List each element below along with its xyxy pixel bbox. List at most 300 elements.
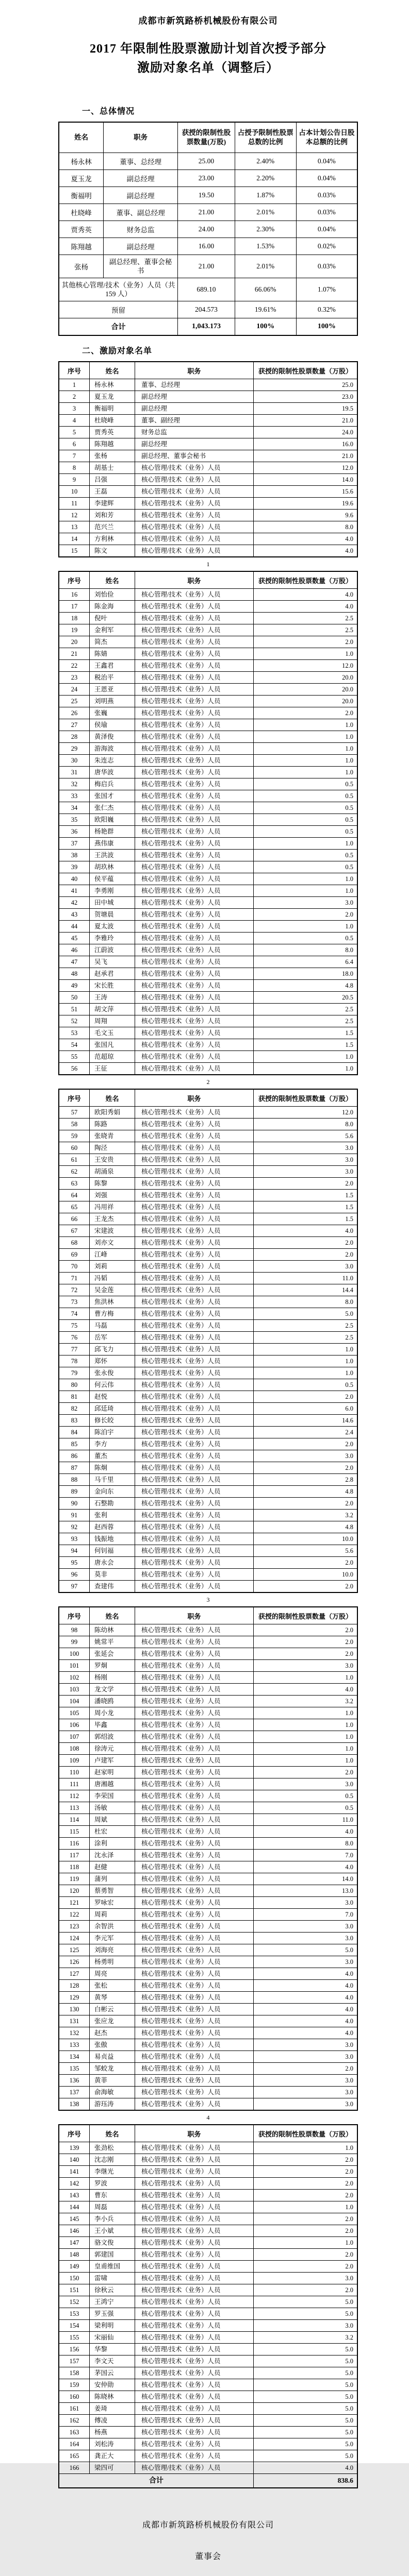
person-name: 杜晓峰: [90, 415, 135, 427]
person-name: 吴飞: [90, 956, 135, 968]
person-name: 陈晓林: [90, 2391, 135, 2403]
shares-qty: 21.0: [253, 415, 357, 427]
table-row: [59, 1486, 357, 1498]
person-title: 核心管理/技术（业务）人员: [135, 2027, 253, 2039]
table-row: [59, 2391, 357, 2403]
row-index: 29: [59, 743, 90, 755]
row-index: 53: [59, 1027, 90, 1039]
shares-qty: 1.0: [253, 743, 357, 755]
shares-qty: 2.0: [253, 2225, 357, 2237]
person-title: 核心管理/技术（业务）人员: [135, 2178, 253, 2190]
summary-table-body: [59, 153, 357, 336]
table-row: [59, 318, 357, 336]
shares-qty: 20.0: [253, 696, 357, 707]
row-index: 76: [59, 1332, 90, 1344]
person-name: 李勇刚: [90, 885, 135, 897]
row-index: 88: [59, 1474, 90, 1486]
person-title: 核心管理/技术（业务）人员: [135, 1320, 253, 1332]
row-index: 73: [59, 1296, 90, 1308]
row-index: 123: [59, 1921, 90, 1933]
row-index: 17: [59, 601, 90, 613]
person-title: 核心管理/技术（业务）人员: [135, 1731, 253, 1743]
shares-qty: 1.5: [253, 1190, 357, 1201]
shares-qty: 25.00: [178, 153, 235, 170]
table-row: [59, 1403, 357, 1415]
table-row: [59, 1391, 357, 1403]
person-name: 李小兵: [90, 2213, 135, 2225]
person-title: 核心管理/技术（业务）人员: [135, 1118, 253, 1130]
person-name: 金向东: [90, 1486, 135, 1498]
person-title: 核心管理/技术（业务）人员: [135, 968, 253, 980]
table-row: [59, 1201, 357, 1213]
person-title: 核心管理/技术（业务）人员: [135, 462, 253, 474]
person-title: 核心管理/技术（业务）人员: [135, 1415, 253, 1427]
person-name: 梁四可: [90, 2462, 135, 2474]
person-title: 核心管理/技术（业务）人员: [135, 814, 253, 826]
row-index: 23: [59, 672, 90, 684]
person-name: 周亮: [90, 1968, 135, 1980]
shares-qty: 24.00: [178, 221, 235, 238]
person-title: 副总经理: [135, 391, 253, 403]
person-title: 核心管理/技术（业务）人员: [135, 1403, 253, 1415]
person-title: 核心管理/技术（业务）人员: [135, 2190, 253, 2201]
person-title: 核心管理/技术（业务）人员: [135, 1624, 253, 1636]
person-title: 核心管理/技术（业务）人员: [135, 1684, 253, 1696]
table-row: [59, 2075, 357, 2087]
shares-qty: 3.0: [253, 1921, 357, 1933]
shares-qty: 23.00: [178, 170, 235, 187]
table-row: [59, 1980, 357, 1992]
table-row: [59, 1450, 357, 1462]
row-index: 90: [59, 1498, 90, 1510]
person-title: 核心管理/技术（业务）人员: [135, 2166, 253, 2178]
table-row: [59, 1719, 357, 1731]
row-index: 72: [59, 1284, 90, 1296]
table-row: [59, 1581, 357, 1593]
row-index: 137: [59, 2087, 90, 2098]
table-row: [59, 238, 357, 255]
row-index: 92: [59, 1521, 90, 1533]
table-row: [59, 861, 357, 873]
pct-of-capital: 0.04%: [296, 153, 357, 170]
person-name: 骆文俊: [90, 2237, 135, 2249]
row-index: 49: [59, 980, 90, 992]
row-index: 61: [59, 1154, 90, 1166]
person-name: 杨永林: [90, 379, 135, 391]
person-title: 核心管理/技术（业务）人员: [135, 826, 253, 838]
person-name: 王鸿宁: [90, 2296, 135, 2308]
row-index: 71: [59, 1273, 90, 1284]
person-title: 核心管理/技术（业务）人员: [135, 2308, 253, 2320]
person-name: 刘怡俭: [90, 589, 135, 601]
person-name: 罗波: [90, 2178, 135, 2190]
table-row: [59, 379, 357, 391]
person-title: 核心管理/技术（业务）人员: [135, 1225, 253, 1237]
table-header-row: [59, 2125, 357, 2142]
row-index: 22: [59, 660, 90, 672]
row-index: 46: [59, 944, 90, 956]
table-row: [59, 170, 357, 187]
shares-qty: 2.0: [253, 1767, 357, 1778]
table-row: [59, 533, 357, 545]
person-title: 核心管理/技术（业务）人员: [135, 2051, 253, 2063]
table-row: [59, 1051, 357, 1063]
person-name: 梁利明: [90, 2320, 135, 2332]
pct-of-capital: 0.03%: [296, 187, 357, 204]
pct-of-capital: 0.03%: [296, 255, 357, 278]
row-index: 153: [59, 2308, 90, 2320]
table-row: [59, 1379, 357, 1391]
page-number-1: 1: [206, 561, 210, 568]
table-row: [59, 486, 357, 498]
row-index: 85: [59, 1438, 90, 1450]
row-index: 103: [59, 1684, 90, 1696]
table-row: [59, 636, 357, 648]
row-index: 118: [59, 1861, 90, 1873]
shares-qty: 3.0: [253, 1261, 357, 1273]
table-row: [59, 2415, 357, 2427]
person-title: 核心管理/技术（业务）人员: [135, 474, 253, 486]
table-row: [59, 624, 357, 636]
person-title: 核心管理/技术（业务）人员: [135, 743, 253, 755]
person-name: 张杨: [90, 450, 135, 462]
row-index: 165: [59, 2450, 90, 2462]
shares-qty: 5.0: [253, 2308, 357, 2320]
person-title: 核心管理/技术（业务）人员: [135, 1897, 253, 1909]
shares-qty: 2.0: [253, 2166, 357, 2178]
row-index: 108: [59, 1743, 90, 1755]
shares-qty: 3.0: [253, 2039, 357, 2051]
table-row: [59, 2284, 357, 2296]
shares-qty: 7.0: [253, 1850, 357, 1861]
person-name: 欧阳巍: [90, 814, 135, 826]
table-row: [59, 1778, 357, 1790]
roster-col-header: 职务: [135, 1607, 253, 1624]
shares-qty: 1.0: [253, 2201, 357, 2213]
row-index: 2: [59, 391, 90, 403]
person-title: 核心管理/技术（业务）人员: [135, 1201, 253, 1213]
person-name: 邱飞力: [90, 1344, 135, 1355]
shares-qty: 0.5: [253, 778, 357, 790]
row-index: 147: [59, 2237, 90, 2249]
table-row: [59, 1743, 357, 1755]
table-row: [59, 672, 357, 684]
shares-qty: 1.0: [253, 1755, 357, 1767]
person-title: 核心管理/技术（业务）人员: [135, 1355, 253, 1367]
person-name: 姚常平: [90, 1636, 135, 1648]
table-row: [59, 1968, 357, 1980]
table-row: [59, 589, 357, 601]
shares-qty: 20.0: [253, 672, 357, 684]
table-row: [59, 2004, 357, 2015]
shares-qty: 19.5: [253, 403, 357, 415]
row-index: 126: [59, 1956, 90, 1968]
table-row: [59, 1320, 357, 1332]
shares-qty: 8.0: [253, 944, 357, 956]
person-title: 核心管理/技术（业务）人员: [135, 2015, 253, 2027]
pct-of-grant: 2.40%: [235, 153, 296, 170]
table-header-row: [59, 1607, 357, 1624]
roster-col-header: 获授的限制性股票数量（万股）: [253, 571, 357, 589]
shares-qty: 2.5: [253, 1320, 357, 1332]
table-row: [59, 1755, 357, 1767]
person-name: 张劲松: [90, 2142, 135, 2154]
shares-qty: 5.0: [253, 2367, 357, 2379]
shares-qty: 7.0: [253, 1909, 357, 1921]
person-title: 核心管理/技术（业务）人员: [135, 2462, 253, 2474]
table-row: [59, 909, 357, 921]
person-name: 衡福明: [59, 187, 104, 204]
shares-qty: 1.0: [253, 731, 357, 743]
table-row: [59, 2427, 357, 2438]
table-row: [59, 1261, 357, 1273]
table-row: [59, 1355, 357, 1367]
row-index: 19: [59, 624, 90, 636]
row-index: 113: [59, 1802, 90, 1814]
shares-qty: 5.0: [253, 2438, 357, 2450]
shares-qty: 2.0: [253, 1581, 357, 1593]
person-name: 杨燕: [90, 2427, 135, 2438]
table-row: [59, 696, 357, 707]
table-row: [59, 2142, 357, 2154]
row-index: 154: [59, 2320, 90, 2332]
person-title: 核心管理/技术（业务）人员: [135, 486, 253, 498]
person-name: 张延会: [90, 1648, 135, 1660]
table-row: [59, 1027, 357, 1039]
row-index: 149: [59, 2261, 90, 2273]
person-title: 核心管理/技术（业务）人员: [135, 2403, 253, 2415]
shares-qty: 1.0: [253, 838, 357, 850]
person-name: 周斌: [90, 1814, 135, 1826]
shares-qty: 2.0: [253, 2284, 357, 2296]
person-title: 核心管理/技术（业务）人员: [135, 1521, 253, 1533]
person-name: 燕伟康: [90, 838, 135, 850]
person-title: 核心管理/技术（业务）人员: [135, 778, 253, 790]
table-row: [59, 204, 357, 221]
row-index: 159: [59, 2379, 90, 2391]
person-title: 核心管理/技术（业务）人员: [135, 1332, 253, 1344]
person-title: 董事、副总经理: [104, 204, 178, 221]
row-index: 143: [59, 2190, 90, 2201]
person-name: 宋长胜: [90, 980, 135, 992]
table-row: [59, 1498, 357, 1510]
person-name: 陈黎: [90, 1178, 135, 1190]
person-title: 核心管理/技术（业务）人员: [135, 1391, 253, 1403]
person-name: 何钊福: [90, 1545, 135, 1557]
person-title: 核心管理/技术（业务）人员: [135, 1474, 253, 1486]
row-index: 66: [59, 1213, 90, 1225]
row-index: 112: [59, 1790, 90, 1802]
person-title: 核心管理/技术（业务）人员: [135, 1166, 253, 1178]
shares-qty: 3.2: [253, 2332, 357, 2344]
table-row: [59, 2403, 357, 2415]
shares-qty: 20.0: [253, 684, 357, 696]
roster-table-page-5: [58, 2124, 358, 2488]
person-name: 赵健: [90, 1861, 135, 1873]
table-row: [59, 613, 357, 624]
shares-qty: 24.0: [253, 427, 357, 438]
table-row: [59, 1296, 357, 1308]
person-name: 罗炯: [90, 1660, 135, 1672]
shares-qty: 19.6: [253, 498, 357, 510]
person-title: 核心管理/技术（业务）人员: [135, 2201, 253, 2213]
total-value: 838.6: [253, 2474, 357, 2488]
table-row: [59, 743, 357, 755]
person-title: 核心管理/技术（业务）人员: [135, 1921, 253, 1933]
shares-qty: 2.0: [253, 1249, 357, 1261]
shares-qty: 12.0: [253, 462, 357, 474]
row-index: 57: [59, 1107, 90, 1118]
row-index: 116: [59, 1838, 90, 1850]
person-name: 李荣国: [90, 1790, 135, 1802]
person-name: 张国才: [90, 790, 135, 802]
table-row: [59, 897, 357, 909]
shares-qty: 5.0: [253, 2344, 357, 2355]
row-index: 56: [59, 1063, 90, 1075]
row-index: 64: [59, 1190, 90, 1201]
person-name: 刘明燕: [90, 696, 135, 707]
row-index: 148: [59, 2249, 90, 2261]
shares-qty: 1.0: [253, 755, 357, 767]
shares-qty: 1.0: [253, 1367, 357, 1379]
shares-qty: 0.5: [253, 933, 357, 944]
shares-qty: 5.0: [253, 2427, 357, 2438]
table-row: [59, 1767, 357, 1778]
person-name: 朱连志: [90, 755, 135, 767]
row-index: 99: [59, 1636, 90, 1648]
table-header-row: [59, 122, 357, 153]
row-index: 31: [59, 767, 90, 778]
pct-of-grant: 2.20%: [235, 170, 296, 187]
row-index: 82: [59, 1403, 90, 1415]
table-row: [59, 2355, 357, 2367]
row-index: 30: [59, 755, 90, 767]
row-index: 107: [59, 1731, 90, 1743]
person-name: 龙文学: [90, 1684, 135, 1696]
person-name: 潘晓鸥: [90, 1696, 135, 1707]
person-title: 副总经理、董事会秘书: [104, 255, 178, 278]
person-title: 核心管理/技术（业务）人员: [135, 956, 253, 968]
person-title: 核心管理/技术（业务）人员: [135, 944, 253, 956]
table-row: [59, 545, 357, 557]
row-index: 145: [59, 2213, 90, 2225]
person-title: 核心管理/技术（业务）人员: [135, 1545, 253, 1557]
row-index: 51: [59, 1004, 90, 1015]
pct-of-grant: 66.06%: [235, 278, 296, 301]
person-name: 唐湘越: [90, 1778, 135, 1790]
table-row: [59, 1510, 357, 1521]
person-title: 核心管理/技术（业务）人员: [135, 1190, 253, 1201]
person-title: 核心管理/技术（业务）人员: [135, 1249, 253, 1261]
person-title: 核心管理/技术（业务）人员: [135, 498, 253, 510]
row-index: 45: [59, 933, 90, 944]
shares-qty: 5.0: [253, 1944, 357, 1956]
person-title: 副总经理: [104, 187, 178, 204]
table-row: [59, 1142, 357, 1154]
row-index: 62: [59, 1166, 90, 1178]
shares-qty: 1.0: [253, 921, 357, 933]
person-title: 核心管理/技术（业务）人员: [135, 2237, 253, 2249]
person-name: 杨艳群: [90, 826, 135, 838]
person-title: 核心管理/技术（业务）人员: [135, 696, 253, 707]
row-index: 161: [59, 2403, 90, 2415]
person-name: 姜琦: [90, 2403, 135, 2415]
person-title: 核心管理/技术（业务）人员: [135, 2225, 253, 2237]
person-title: 核心管理/技术（业务）人员: [135, 2284, 253, 2296]
shares-qty: 1.5: [253, 1039, 357, 1051]
person-name: 蔡勇智: [90, 1885, 135, 1897]
person-name: 侯瑜: [90, 719, 135, 731]
person-name: 卢建军: [90, 1755, 135, 1767]
person-title: 核心管理/技术（业务）人员: [135, 1992, 253, 2004]
person-title: 核心管理/技术（业务）人员: [135, 707, 253, 719]
person-title: 核心管理/技术（业务）人员: [135, 1980, 253, 1992]
person-title: 副总经理: [135, 438, 253, 450]
person-name: 江峰: [90, 1249, 135, 1261]
table-row: [59, 153, 357, 170]
table-row: [59, 2063, 357, 2075]
roster-col-header: 姓名: [90, 2125, 135, 2142]
shares-qty: 15.6: [253, 486, 357, 498]
table-row: [59, 956, 357, 968]
person-title: 核心管理/技术（业务）人员: [135, 1450, 253, 1462]
table-row: [59, 1367, 357, 1379]
person-name: 梅启兵: [90, 778, 135, 790]
row-index: 47: [59, 956, 90, 968]
person-title: 核心管理/技术（业务）人员: [135, 2142, 253, 2154]
row-index: 134: [59, 2051, 90, 2063]
person-title: 核心管理/技术（业务）人员: [135, 1533, 253, 1545]
shares-qty: 3.0: [253, 1166, 357, 1178]
table-row: [59, 301, 357, 318]
person-title: 核心管理/技术（业务）人员: [135, 1636, 253, 1648]
person-name: 贾秀英: [90, 427, 135, 438]
person-name: 衡福明: [90, 403, 135, 415]
table-row: [59, 1118, 357, 1130]
table-row: [59, 1909, 357, 1921]
summary-table-header: [59, 122, 357, 153]
person-name: 陈翔越: [90, 438, 135, 450]
table-row: [59, 660, 357, 672]
table-row: [59, 1873, 357, 1885]
shares-qty: 6.4: [253, 956, 357, 968]
roster-col-header: 职务: [135, 571, 253, 589]
person-name: 李雅玲: [90, 933, 135, 944]
roster-col-header: 职务: [135, 1089, 253, 1107]
person-title: 核心管理/技术（业务）人员: [135, 719, 253, 731]
shares-qty: 2.0: [253, 1636, 357, 1648]
person-name: 雷啸: [90, 2273, 135, 2284]
row-index: 150: [59, 2273, 90, 2284]
person-title: 核心管理/技术（业务）人员: [135, 2249, 253, 2261]
table-row: [59, 1332, 357, 1344]
person-name: 马磊: [90, 1320, 135, 1332]
row-index: 59: [59, 1130, 90, 1142]
row-index: 131: [59, 2015, 90, 2027]
person-name: 李方: [90, 1438, 135, 1450]
table-row: [59, 462, 357, 474]
table-row: [59, 1438, 357, 1450]
table-row: [59, 2367, 357, 2379]
table-row: [59, 1166, 357, 1178]
shares-qty: 0.5: [253, 790, 357, 802]
row-index: 120: [59, 1885, 90, 1897]
person-name: 冯韬: [90, 1273, 135, 1284]
shares-qty: 2.0: [253, 909, 357, 921]
row-index: 35: [59, 814, 90, 826]
person-title: 核心管理/技术（业务）人员: [135, 802, 253, 814]
shares-qty: 4.8: [253, 1521, 357, 1533]
